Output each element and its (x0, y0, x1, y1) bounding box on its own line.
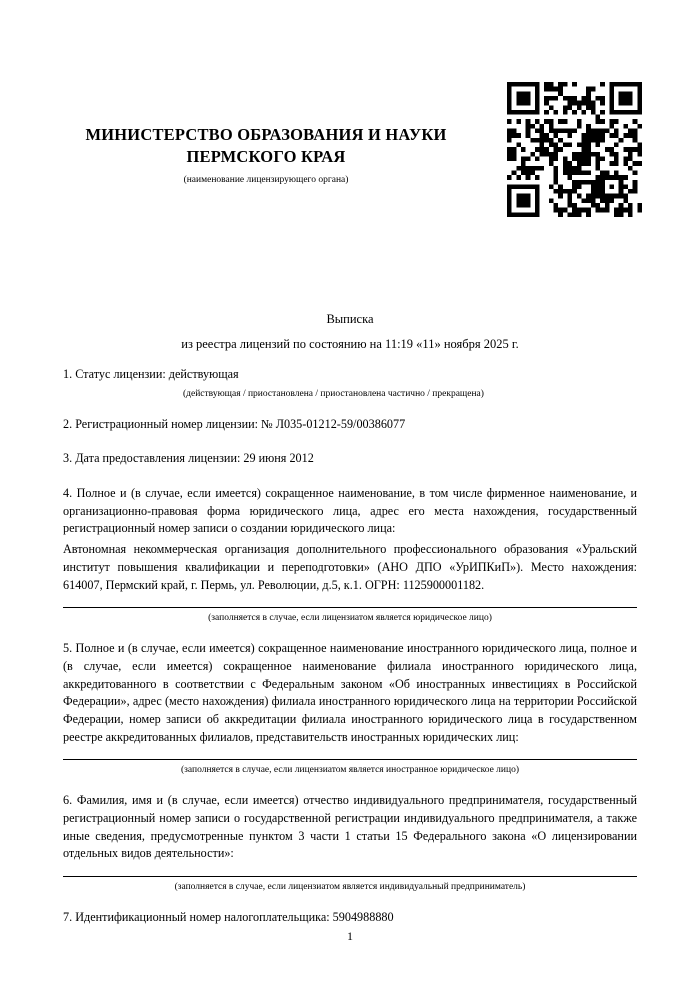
item-4: 4. Полное и (в случае, если имеется) сокращенное наименование, в том числе фирменное наименование, и организационно-правовая форма юридического лица, адрес его места нахождения, государственный регистрационный номер записи о создании юридического лица: (63, 486, 637, 536)
header-line-2: ПЕРМСКОГО КРАЯ (186, 147, 346, 167)
header-line-1: МИНИСТЕРСТВО ОБРАЗОВАНИЯ И НАУКИ (85, 125, 447, 144)
item-6-fill-line (63, 876, 637, 877)
qr-code (507, 82, 642, 217)
item-6: 6. Фамилия, имя и (в случае, если имеется) отчество индивидуального предпринимателя, государственный регистрационный номер записи о государственной регистрации индивидуального предпринимателя, а также иные сведения, предусмотренные пунктом 3 части 1 статьи 15 Федерального закона «О лицензировании отдельных видов деятельности»: (63, 793, 637, 861)
qr-code-image (507, 82, 642, 217)
header-subtitle: (наименование лицензирующего органа) (183, 174, 349, 185)
document-body (63, 366, 637, 927)
item-5-note: (заполняется в случае, если лицензиатом является иностранное юридическое лицо) (181, 765, 519, 776)
item-3: 3. Дата предоставления лицензии: 29 июня 2012 (63, 451, 314, 466)
title-line-2: из реестра лицензий по состоянию на 11:19 «11» ноября 2025 г. (181, 337, 519, 351)
document-header (36, 124, 496, 185)
item-1-note: (действующая / приостановлена / приостановлена частично / прекращена) (183, 388, 484, 399)
item-7: 7. Идентификационный номер налогоплательщика: 5904988880 (63, 910, 394, 925)
page-number: 1 (347, 929, 353, 943)
item-4-fill-line (63, 607, 637, 608)
item-4-value: Автономная некоммерческая организация дополнительного профессионального образования «Уральский институт повышения квалификации и переподготовки» (АНО ДПО «УрИПКиП»). Место нахождения: 614007, Пермский край, г. Пермь, ул. Революции, д.5, к.1. ОГРН: 1125900001182. (63, 542, 637, 592)
item-4-note: (заполняется в случае, если лицензиатом является юридическое лицо) (208, 613, 492, 624)
item-2: 2. Регистрационный номер лицензии: № Л035-01212-59/00386077 (63, 416, 406, 431)
item-5: 5. Полное и (в случае, если имеется) сокращенное наименование иностранного юридического лица, полное и (в случае, если имеется) сокращенное наименование филиала иностранного юридического лица, аккредитованного в соответствии с Федеральным законом «Об иностранных инвестициях в Российской Федерации», адрес (место нахождения) филиала иностранного юридического лица на территории Российской Федерации, номер записи об аккредитации филиала иностранного юридического лица в государственном реестре аккредитованных филиалов, представительств иностранных юридических лиц: (63, 641, 637, 744)
item-6-note: (заполняется в случае, если лицензиатом является индивидуальный предприниматель) (174, 882, 526, 893)
document-title (0, 312, 700, 352)
title-line-1: Выписка (326, 312, 374, 326)
item-5-fill-line (63, 759, 637, 760)
item-1: 1. Статус лицензии: действующая (63, 367, 239, 381)
